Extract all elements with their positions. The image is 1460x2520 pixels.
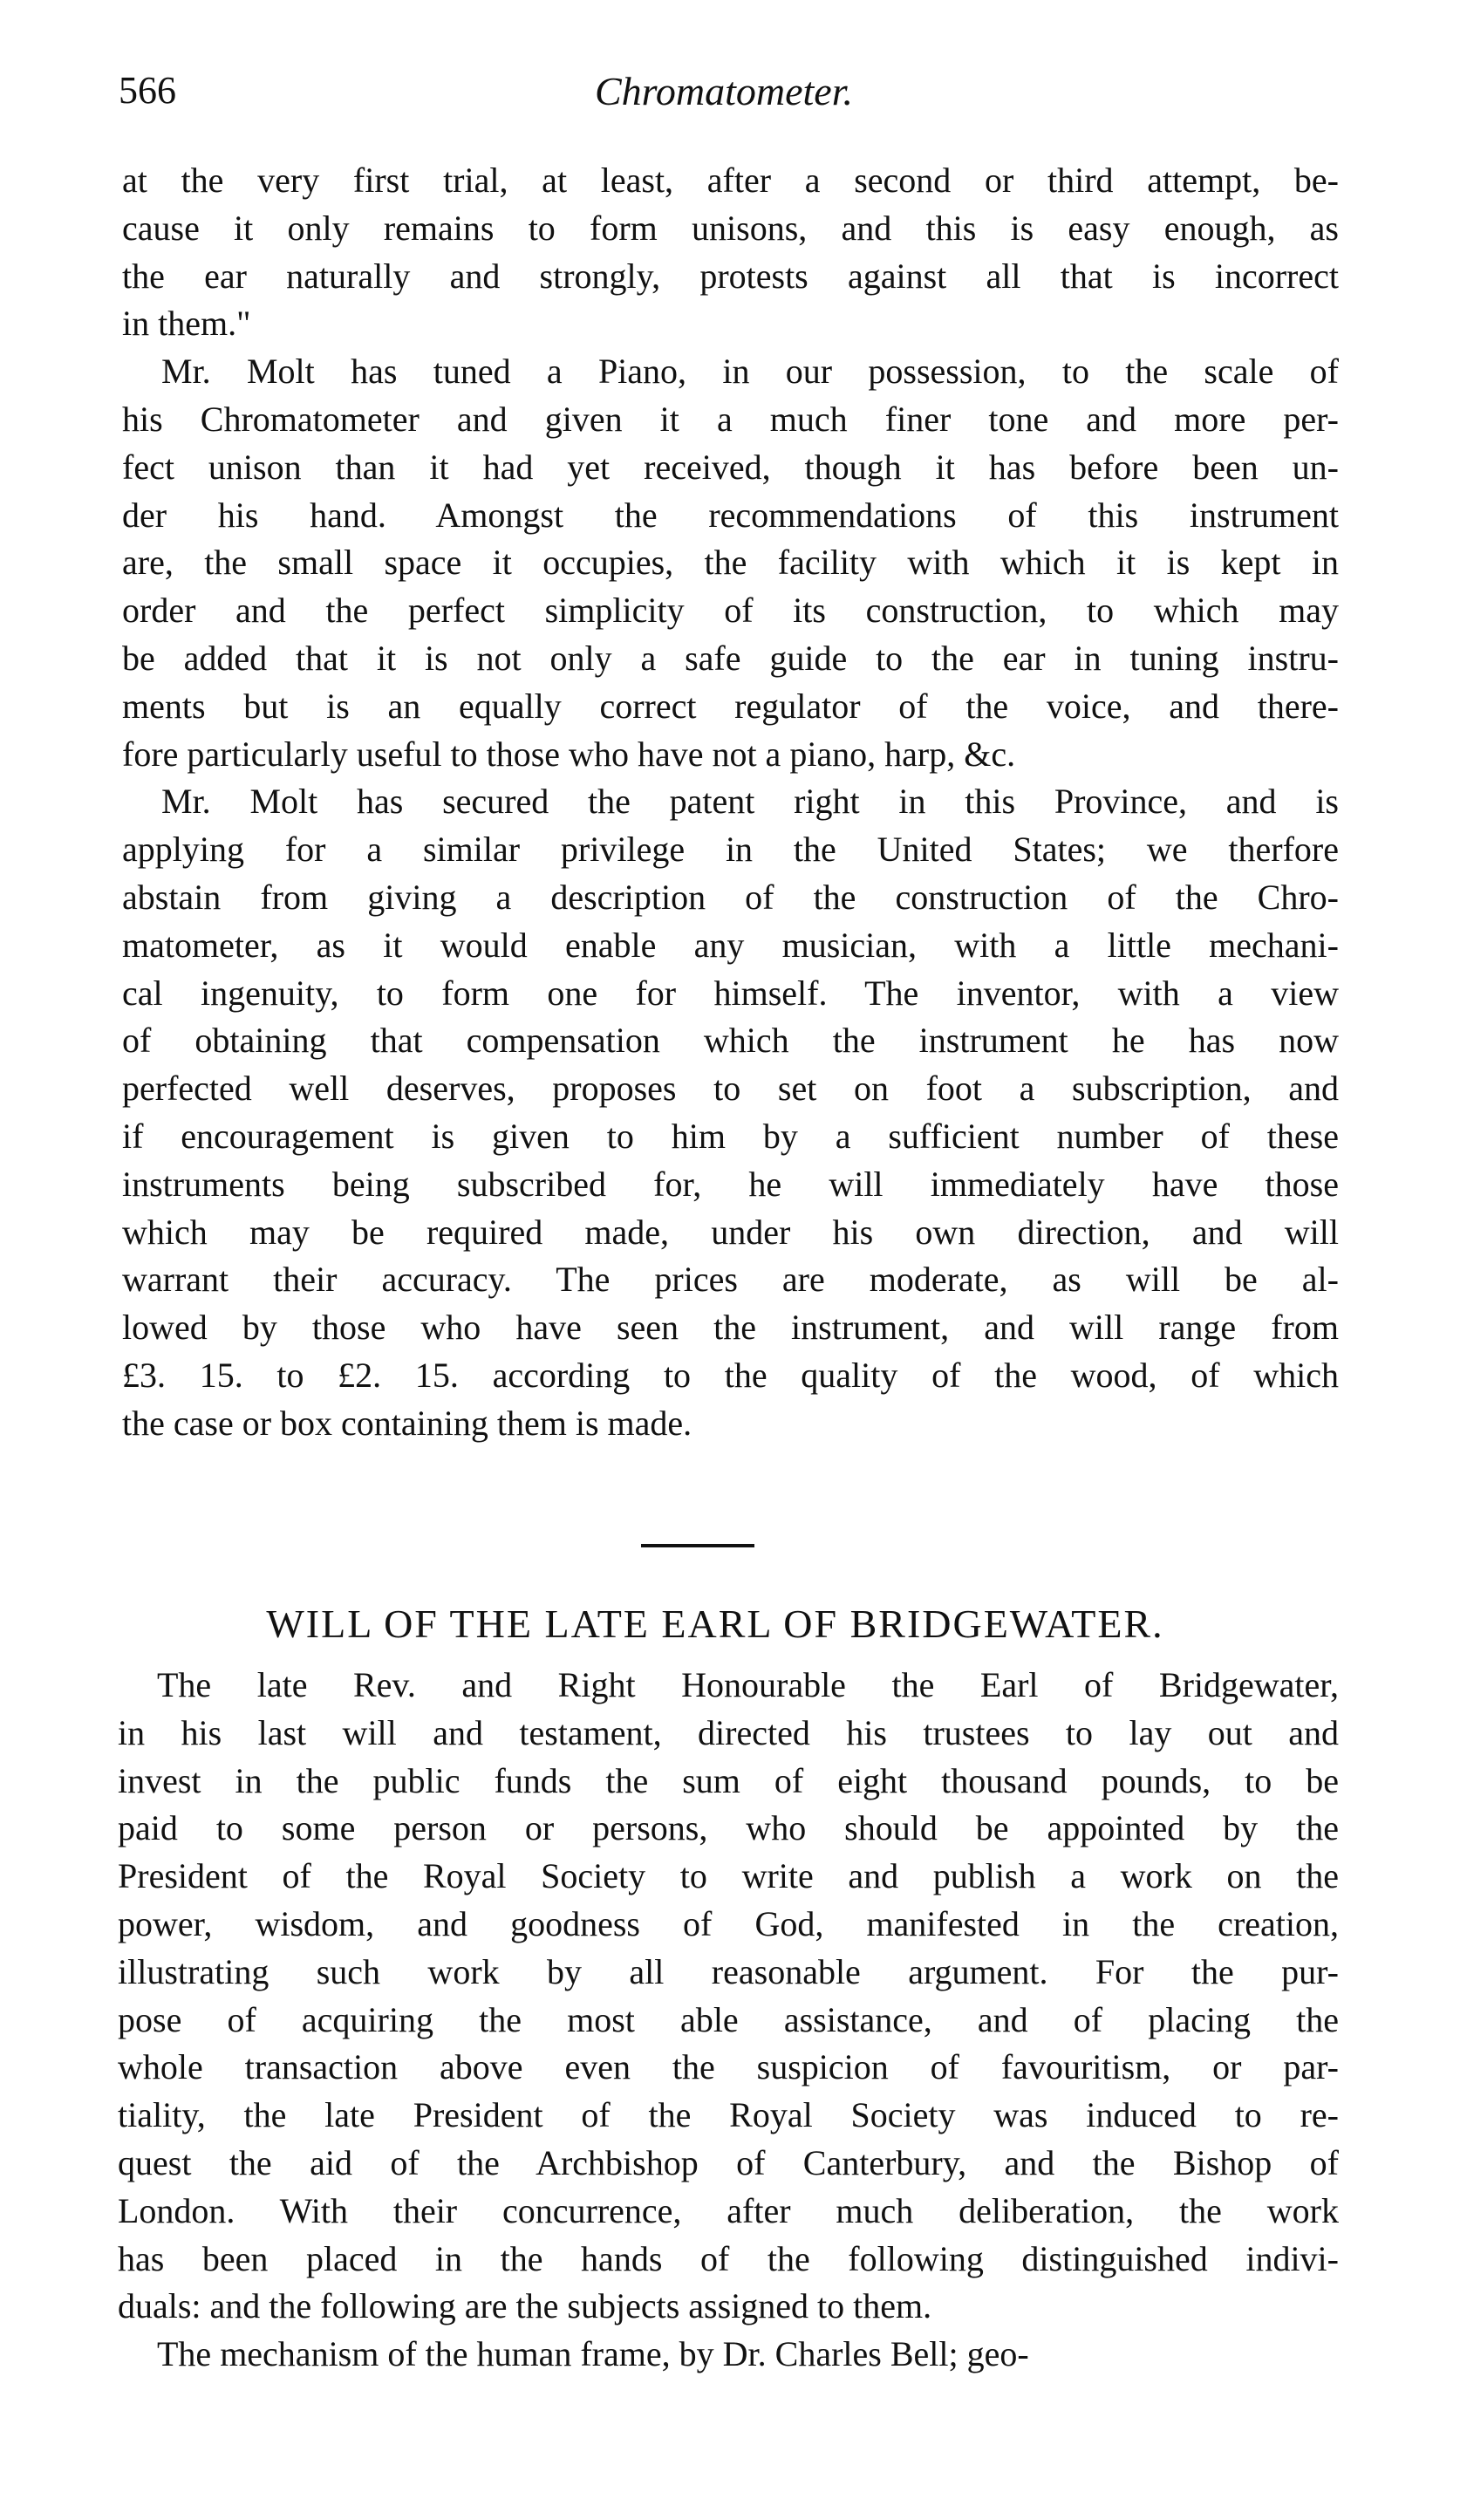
text-line: pose of acquiring the most able assistance, and of placing the [118,1999,1339,2039]
text-line: invest in the public funds the sum of eight thousand pounds, to be [118,1760,1339,1800]
text-line: London. With their concurrence, after much deliberation, the work [118,2190,1339,2230]
section-title: WILL OF THE LATE EARL OF BRIDGEWATER. [266,1601,1164,1646]
text-line: abstain from giving a description of the construction of the Chro- [122,877,1339,917]
text-line: has been placed in the hands of the following distinguished indivi- [118,2238,1339,2278]
text-line: perfected well deserves, proposes to set on foot a subscription, and [122,1069,1339,1109]
text-line: Mr. Molt has secured the patent right in this Province, and is [161,782,1339,822]
text-line: instruments being subscribed for, he will immediately have those [122,1164,1339,1204]
text-line: are, the small space it occupies, the facility with which it is kept in [122,543,1339,583]
text-line: Mr. Molt has tuned a Piano, in our possession, to the scale of [161,352,1339,392]
text-line: duals: and the following are the subjects assigned to them. [118,2286,932,2326]
text-line: lowed by those who have seen the instrument, and will range from [122,1308,1339,1348]
text-line: whole transaction above even the suspicion of favouritism, or par- [118,2047,1339,2087]
text-line: quest the aid of the Archbishop of Canterbury, and the Bishop of [118,2142,1339,2182]
chromatometer-article-body [122,157,1339,1448]
running-title: Chromatometer. [594,69,853,113]
text-line: £3. 15. to £2. 15. according to the quality of the wood, of which [122,1355,1339,1395]
text-line: which may be required made, under his own direction, and will [122,1212,1339,1252]
text-line: in his last will and testament, directed his trustees to lay out and [118,1712,1339,1752]
text-line: of obtaining that compensation which the instrument he has now [122,1021,1339,1061]
section-divider-rule [641,1544,754,1547]
text-line: at the very first trial, at least, after a second or third attempt, be- [122,160,1339,200]
text-line: if encouragement is given to him by a sufficient number of these [122,1116,1339,1156]
text-line: fect unison than it had yet received, though it has before been un- [122,447,1339,487]
text-line: matometer, as it would enable any musician, with a little mechani- [122,925,1339,965]
text-line: fore particularly useful to those who have not a piano, harp, &c. [122,734,1016,774]
text-line: be added that it is not only a safe guide to the ear in tuning instru- [122,638,1339,678]
text-line: tiality, the late President of the Royal Society was induced to re- [118,2095,1339,2135]
text-line: cal ingenuity, to form one for himself. The inventor, with a view [122,973,1339,1013]
text-line: in them." [122,304,251,344]
text-line: illustrating such work by all reasonable argument. For the pur- [118,1951,1339,1991]
text-line: President of the Royal Society to write and publish a work on the [118,1856,1339,1896]
text-line: power, wisdom, and goodness of God, manifested in the creation, [118,1903,1339,1943]
page-header [113,68,1334,120]
text-line: cause it only remains to form unisons, and this is easy enough, as [122,208,1339,248]
text-line: the ear naturally and strongly, protests against all that is incorrect [122,256,1339,296]
page-number: 566 [119,69,176,112]
text-line: ments but is an equally correct regulator of the voice, and there- [122,686,1339,726]
text-line: the case or box containing them is made. [122,1403,692,1443]
text-line: der his hand. Amongst the recommendations of this instrument [122,495,1339,535]
text-line: his Chromatometer and given it a much finer tone and more per- [122,399,1339,439]
text-line: paid to some person or persons, who should be appointed by the [118,1808,1339,1848]
text-line: The mechanism of the human frame, by Dr. Charles Bell; geo- [157,2334,1029,2374]
text-line: order and the perfect simplicity of its construction, to which may [122,591,1339,631]
text-line: applying for a similar privilege in the United States; we therfore [122,830,1339,870]
bridgewater-article-body [118,1662,1339,2379]
text-line: warrant their accuracy. The prices are moderate, as will be al- [122,1260,1339,1300]
text-line: The late Rev. and Right Honourable the Earl of Bridgewater, [157,1665,1339,1704]
